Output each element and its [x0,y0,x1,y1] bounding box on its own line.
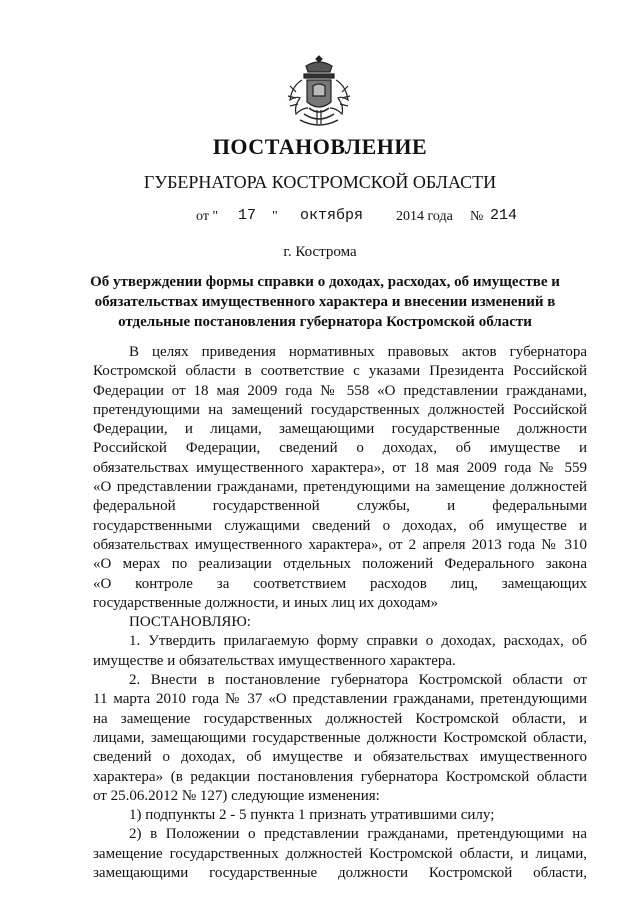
body-line: 11 марта 2010 года № 37 «О представлении гражданами, претендующими [93,691,587,708]
body-line: В целях приведения нормативных правовых актов губернатора [129,344,587,360]
body-line: обязательствах имущественного характера», от 18 мая 2009 года № 559 [93,459,587,476]
body-line: замещение государственных должностей Костромской области, и лицами, [93,845,587,862]
body-line: государственными служащими сведений о доходах, об имуществе и [93,517,587,534]
body-line: Костромской области в соответствие с указами Президента Российской [93,363,587,380]
body-line: претендующими на замещений государственных должностей Российской [93,401,587,418]
date-prefix: от " [196,209,219,224]
date-day: 17 [238,207,257,224]
body-line: от 25.06.2012 № 127) следующие изменения: [93,787,380,804]
body-line: на замещение государственных должностей Костромской области, и [93,710,587,727]
date-quote-close: " [272,209,278,224]
body-line: Федерации, и лицами, замещающими государственные должности [93,421,587,438]
body-line: имуществе и обязательствах имущественного характера. [93,652,456,669]
body-line: федеральной государственной службы, и федеральными [93,498,587,515]
body-line: «О представлении гражданами, претендующими на замещение должностей [93,479,587,496]
heading-line: Об утверждении формы справки о доходах, расходах, об имуществе и [90,274,560,290]
body-line: сведений о доходах, об имуществе и обязательствах имущественного [93,749,587,766]
date-month: октября [300,207,364,224]
city: г. Кострома [283,244,357,260]
body-line: 1) подпункты 2 - 5 пункта 1 признать утратившими силу; [129,807,495,824]
resolution-word: ПОСТАНОВЛЯЮ: [129,614,251,631]
issuing-authority: ГУБЕРНАТОРА КОСТРОМСКОЙ ОБЛАСТИ [143,172,497,192]
body-line: государственные должности, и иных лиц их доходам» [93,594,439,611]
body-line: «О мерах по реализации отдельных положений Федерального закона [93,556,587,573]
body-line: лицами, замещающими государственные должности Костромской области, [93,729,587,746]
body-line: Российской Федерации, сведений о доходах, об имуществе и [93,440,587,457]
body-line: обязательствах имущественного характера», от 2 апреля 2013 года № 310 [93,536,587,553]
document-heading [90,272,560,332]
document-body [93,343,587,883]
body-line: 2) в Положении о представлении гражданами, претендующими на [129,826,587,843]
date-year: 2014 года [396,209,453,224]
body-line: 1. Утвердить прилагаемую форму справки о доходах, расходах, об [129,633,587,650]
body-line: Федерации от 18 мая 2009 года № 558 «О представлении гражданами, [93,382,587,399]
body-line: замещающими государственные должности Костромской области, [93,865,587,882]
coat-of-arms-emblem [284,52,354,128]
body-line: «О контроле за соответствием расходов лиц, замещающих [93,575,587,592]
body-line: 2. Внести в постановление губернатора Костромской области от [129,672,587,689]
number-sign: № [470,209,484,224]
heading-line: отдельные постановления губернатора Костромской области [118,314,532,330]
body-line: характера» (в редакции постановления губернатора Костромской области [93,768,587,785]
document-number: 214 [490,207,518,224]
heading-line: обязательствах имущественного характера и внесении изменений в [94,294,556,310]
document-type-title: ПОСТАНОВЛЕНИЕ [212,134,428,159]
